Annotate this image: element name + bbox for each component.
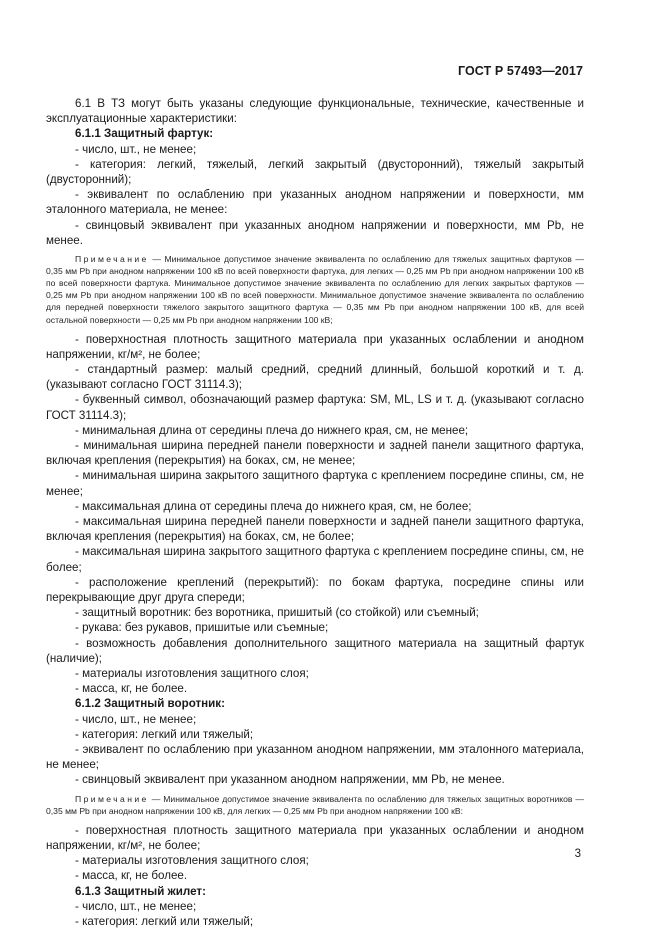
list-item: - расположение креплений (перекрытий): по бокам фартука, посредине спины или перекрывающие друг друга спереди;	[46, 575, 584, 605]
list-item: - защитный воротник: без воротника, пришитый (со стойкой) или съемный;	[75, 606, 479, 620]
list-item: - материалы изготовления защитного слоя;	[75, 854, 309, 868]
list-item: - поверхностная плотность защитного материала при указанных ослаблении и анодном напряжении, кг/м², не более;	[46, 332, 584, 361]
note-6-1-1	[46, 253, 584, 326]
list-item: - число, шт., не менее;	[75, 142, 197, 156]
list-item: - эквивалент по ослаблению при указанном анодном напряжении, мм эталонного материала, не менее;	[46, 743, 584, 772]
section-6-1-3-title: 6.1.3 Защитный жилет:	[75, 884, 206, 898]
list-item: - масса, кг, не более.	[75, 682, 188, 696]
list-item: - максимальная ширина закрытого защитного фартука с креплением посредине спины, см, не более;	[46, 545, 584, 574]
list-item: - материалы изготовления защитного слоя;	[75, 667, 309, 681]
list-item: - максимальная длина от середины плеча до нижнего края, см, не более;	[75, 499, 472, 513]
note-text: — Минимальное допустимое значение эквивалента по ослаблению для тяжелых защитных фартуков — 0,35 мм Pb при анодном напряжении 100 кВ по всей поверхности фартука, для легких — 0,25 мм Pb при анодном напряжении 100 кВ по всей поверхности фартука. Минимальное допустимое значение эквивалента по ослаблению для легких закрытых фартуков — 0,25 мм Pb при анодном напряжении 100 кВ по всей поверхности. Минимальное допустимое значение эквивалента по ослаблению для передней поверхности тяжелого закрытого защитного фартука — 0,35 мм Pb при анодном напряжении 100 кВ, для всей остальной поверхности — 0,25 мм Pb при анодном напряжении 100 кВ;	[46, 254, 584, 325]
section-6-1-1-title: 6.1.1 Защитный фартук:	[75, 127, 214, 141]
page-content	[46, 96, 584, 929]
list-item: - категория: легкий или тяжелый;	[75, 915, 254, 929]
list-item: - возможность добавления дополнительного защитного материала на защитный фартук (наличие);	[46, 636, 584, 665]
note-6-1-2	[46, 793, 584, 817]
list-item: - категория: легкий или тяжелый;	[75, 727, 254, 741]
list-item: - минимальная ширина закрытого защитного фартука с креплением посредине спины, см, не менее;	[46, 469, 584, 498]
note-label: Примечание	[75, 254, 149, 265]
note-text: — Минимальное допустимое значение эквивалента по ослаблению для тяжелых защитных воротников — 0,35 мм Pb при анодном напряжении 100 кВ, для легких — 0,25 мм Pb при анодном напряжении 100 кВ:	[46, 793, 584, 816]
list-item: - буквенный символ, обозначающий размер фартука: SM, ML, LS и т. д. (указывают согласно ГОСТ 31114.3);	[46, 393, 584, 422]
list-item: - поверхностная плотность защитного материала при указанных ослаблении и анодном напряжении, кг/м², не более;	[46, 823, 584, 853]
list-item: - масса, кг, не более.	[75, 869, 188, 883]
list-item: - число, шт., не менее;	[75, 899, 197, 913]
list-item: - максимальная ширина передней панели поверхности и задней панели защитного фартука, включая крепления (перекрытия) на боках, см, не более;	[46, 515, 584, 544]
list-item: - стандартный размер: малый средний, средний длинный, большой короткий и т. д. (указывают согласно ГОСТ 31114.3);	[46, 363, 584, 392]
section-6-1-2-title: 6.1.2 Защитный воротник:	[75, 697, 225, 711]
document-header: ГОСТ Р 57493—2017	[457, 64, 583, 78]
list-item: - категория: легкий, тяжелый, легкий закрытый (двусторонний), тяжелый закрытый (двусторонний);	[46, 157, 584, 187]
list-item: - число, шт., не менее;	[75, 712, 197, 726]
list-item: - минимальная ширина передней панели поверхности и задней панели защитного фартука, включая крепления (перекрытия) на боках, см, не менее;	[46, 439, 584, 468]
list-item: - эквивалент по ослаблению при указанных анодном напряжении и поверхности, мм эталонного материала, не менее:	[46, 188, 584, 217]
list-item: - минимальная длина от середины плеча до нижнего края, см, не менее;	[75, 423, 469, 437]
intro-paragraph: 6.1 В ТЗ могут быть указаны следующие функциональные, технические, качественные и эксплуатационные характеристики:	[46, 97, 584, 126]
list-item: - рукава: без рукавов, пришитые или съемные;	[75, 621, 329, 635]
page-number: 3	[574, 848, 581, 860]
note-label: Примечание	[75, 793, 149, 804]
list-item: - свинцовый эквивалент при указанных анодном напряжении и поверхности, мм Pb, не менее.	[46, 218, 584, 247]
list-item: - свинцовый эквивалент при указанном анодном напряжении, мм Pb, не менее.	[75, 773, 505, 787]
